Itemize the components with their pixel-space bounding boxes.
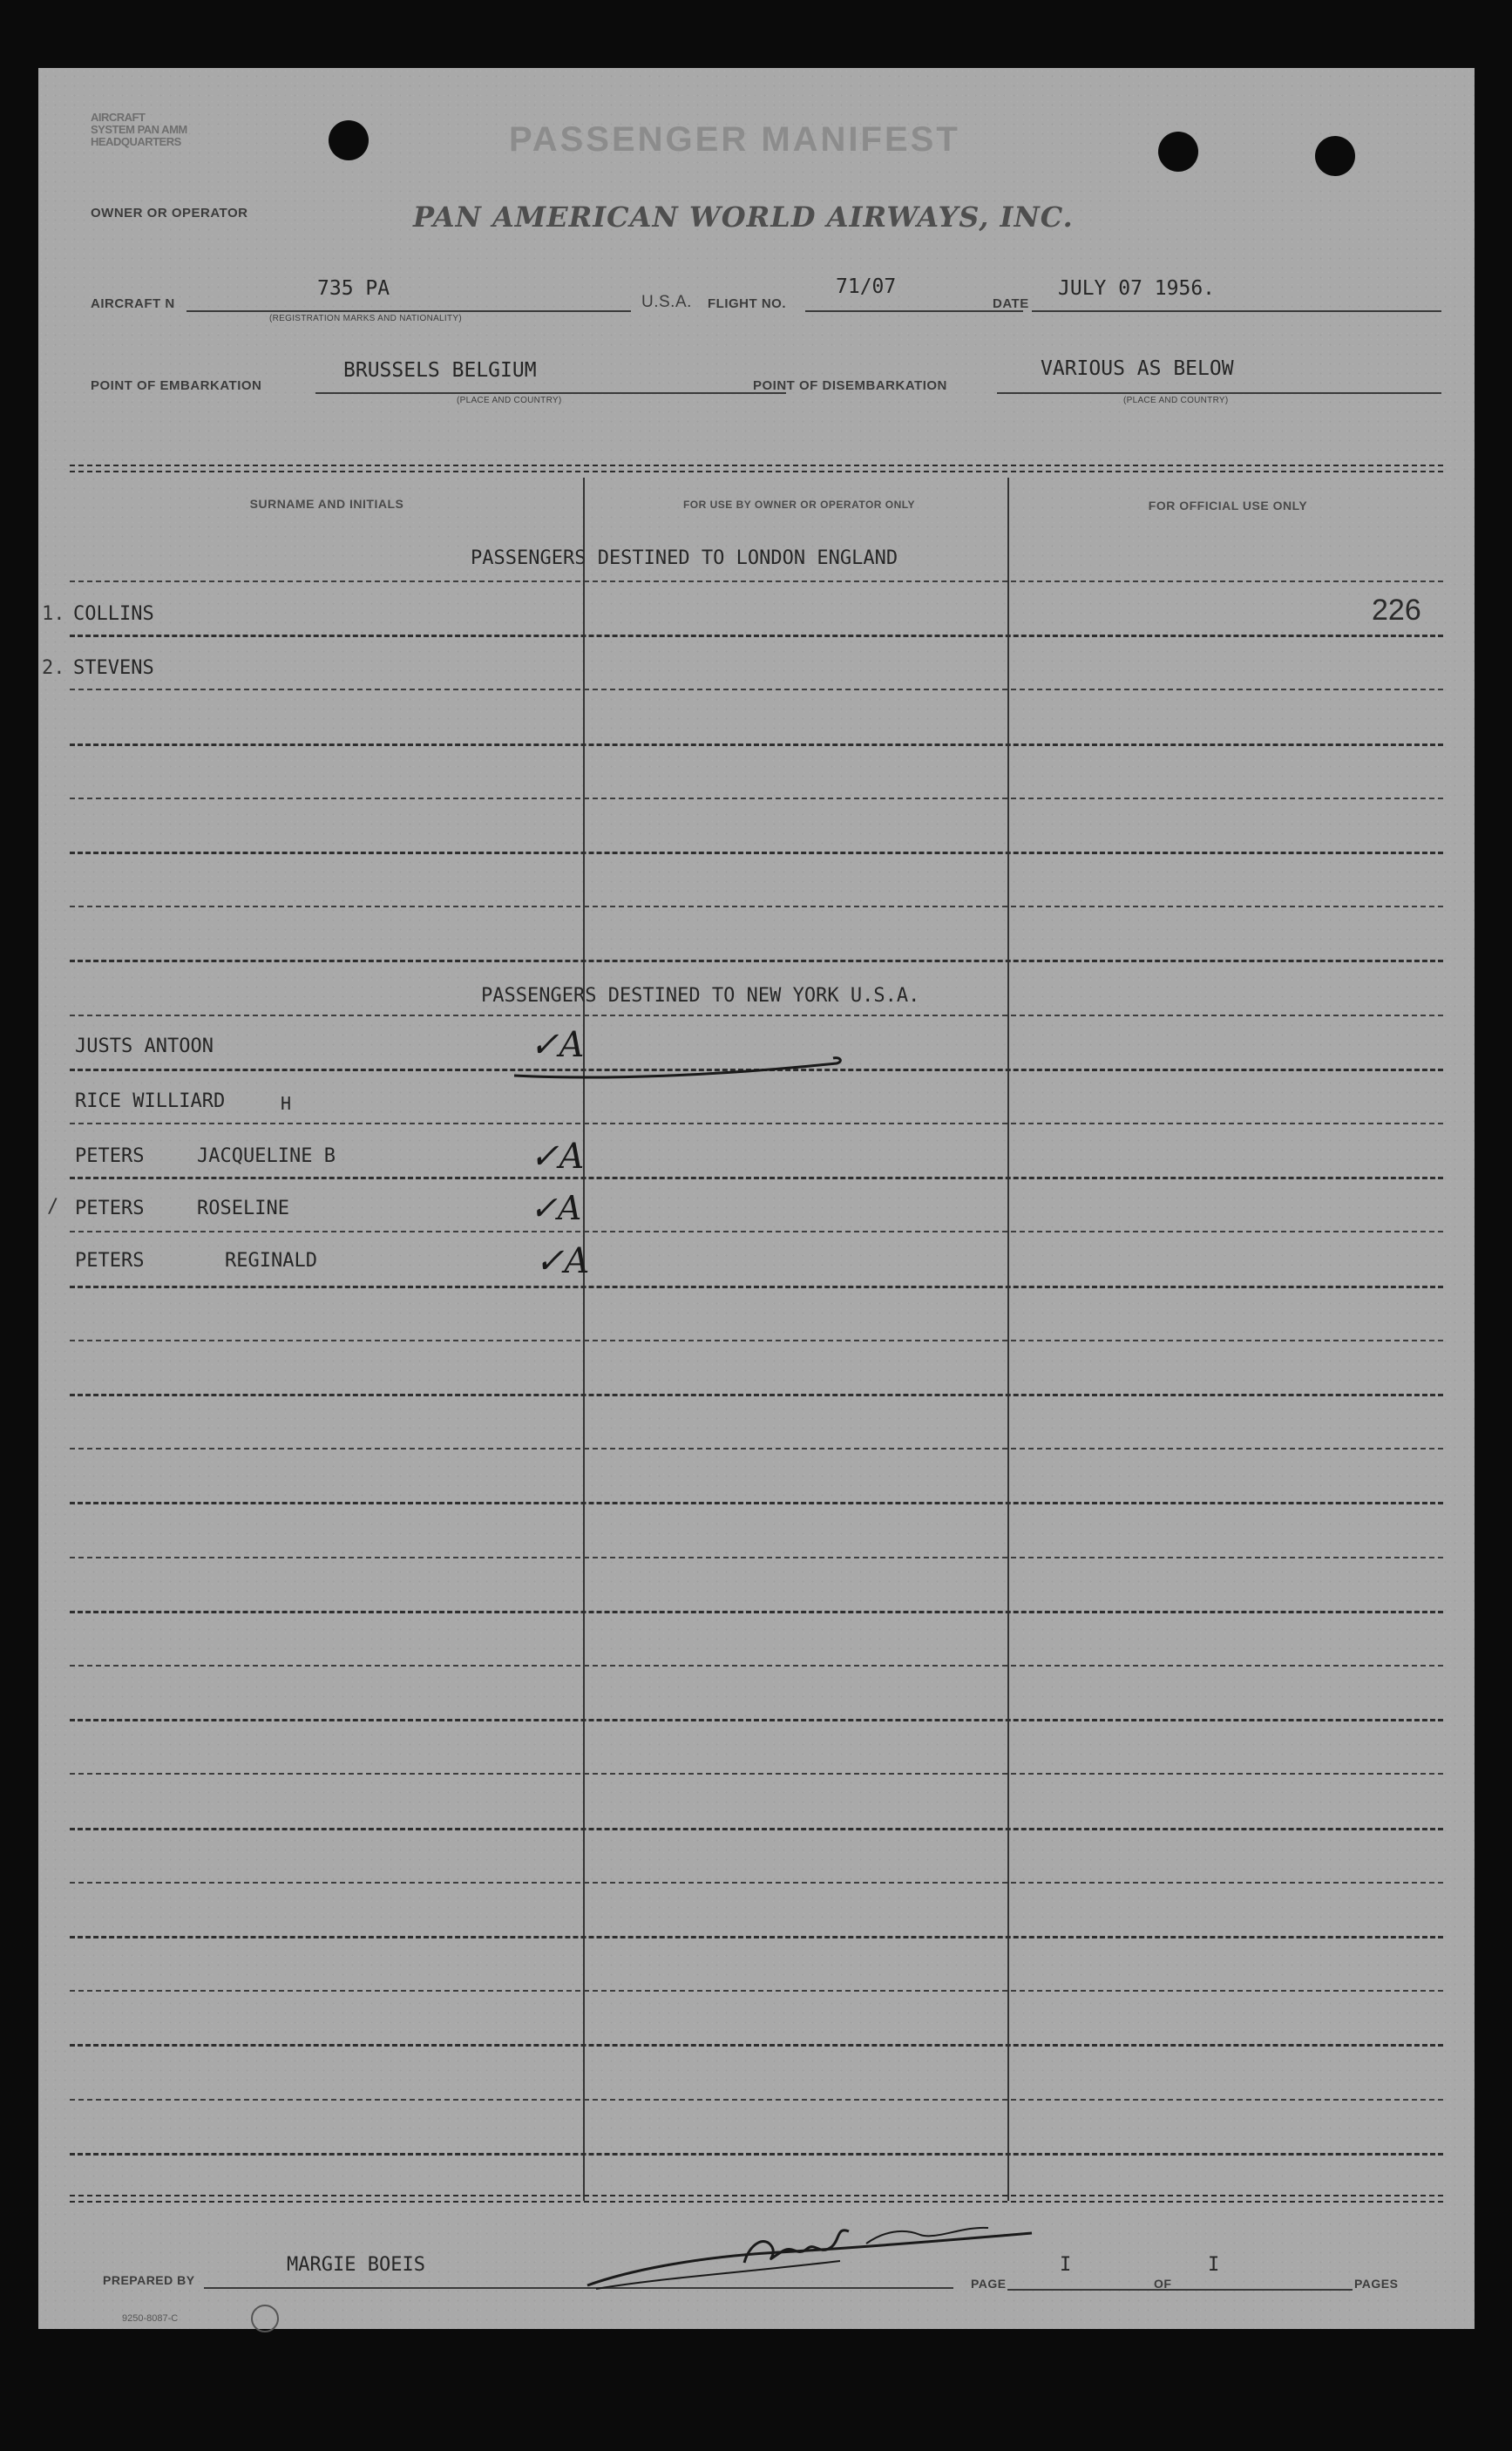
- owner-label: OWNER OR OPERATOR: [91, 206, 248, 221]
- flight-value: 71/07: [836, 275, 897, 298]
- ruled-line: [70, 1665, 1443, 1667]
- of-line: [1182, 2289, 1353, 2291]
- stamp-line: SYSTEM PAN AMM: [91, 123, 187, 136]
- group-heading-london: PASSENGERS DESTINED TO LONDON ENGLAND: [471, 547, 898, 569]
- group-heading-new-york: PASSENGERS DESTINED TO NEW YORK U.S.A.: [481, 985, 920, 1007]
- prepared-label: PREPARED BY: [103, 2273, 195, 2287]
- page-title: PASSENGER MANIFEST: [509, 120, 960, 159]
- column-header-surname: SURNAME AND INITIALS: [249, 497, 404, 511]
- form-stamp: [91, 112, 187, 148]
- form-code: 9250-8087-C: [122, 2313, 179, 2324]
- disembarkation-line: [997, 392, 1441, 394]
- ruled-line: [70, 1502, 1443, 1504]
- flight-label: FLIGHT NO.: [708, 296, 786, 311]
- ruled-line: [70, 1286, 1443, 1288]
- ruled-line: [70, 743, 1443, 746]
- ruled-line: [70, 1611, 1443, 1613]
- passenger-given: H: [281, 1093, 292, 1114]
- row-mark: /: [47, 1196, 59, 1218]
- ruled-line: [70, 1828, 1443, 1830]
- stamp-line: AIRCRAFT: [91, 111, 146, 124]
- manifest-sheet: [38, 68, 1475, 2329]
- pages-label: PAGES: [1354, 2277, 1399, 2291]
- ruled-line: [70, 852, 1443, 854]
- operator-name: PAN AMERICAN WORLD AIRWAYS, INC.: [413, 200, 1074, 234]
- table-top-border: [70, 465, 1443, 472]
- page-value: I: [1060, 2254, 1072, 2276]
- union-label-seal: [251, 2305, 279, 2332]
- ruled-line: [70, 1882, 1443, 1884]
- ruled-line: [70, 580, 1443, 582]
- passenger-surname: RICE WILLIARD: [75, 1090, 226, 1112]
- passenger-surname: PETERS: [75, 1250, 145, 1272]
- ruled-line: [70, 1990, 1443, 1992]
- handwritten-mark: ✓A: [530, 1137, 585, 1177]
- ruled-line: [70, 1123, 1443, 1124]
- passenger-given: REGINALD: [225, 1250, 317, 1272]
- aircraft-label: AIRCRAFT N: [91, 296, 175, 311]
- official-note: 226: [1372, 594, 1421, 627]
- punch-hole: [329, 120, 369, 160]
- ruled-line: [70, 1394, 1443, 1396]
- passenger-surname: STEVENS: [73, 657, 154, 679]
- date-label: DATE: [993, 296, 1029, 311]
- handwritten-mark: ✓A: [530, 1025, 585, 1065]
- ruled-line: [70, 1340, 1443, 1341]
- column-header-official-use: FOR OFFICIAL USE ONLY: [1148, 499, 1308, 513]
- ruled-line: [70, 689, 1443, 690]
- handwritten-mark: ✓A: [535, 1241, 590, 1281]
- embarkation-label: POINT OF EMBARKATION: [91, 378, 262, 393]
- ruled-line: [70, 635, 1443, 637]
- embarkation-value: BRUSSELS BELGIUM: [343, 359, 537, 382]
- aircraft-value: 735 PA: [317, 277, 390, 300]
- ruled-line: [70, 2044, 1443, 2047]
- passenger-surname: JUSTS ANTOON: [75, 1035, 214, 1057]
- date-value: JULY 07 1956.: [1058, 277, 1216, 300]
- ruled-line: [70, 1936, 1443, 1938]
- passenger-given: ROSELINE: [197, 1198, 289, 1219]
- column-header-owner-use: FOR USE BY OWNER OR OPERATOR ONLY: [682, 499, 916, 511]
- handwritten-underline: [509, 1037, 849, 1090]
- of-value: I: [1208, 2254, 1220, 2276]
- aircraft-sublabel: (REGISTRATION MARKS AND NATIONALITY): [269, 314, 463, 323]
- embarkation-sublabel: (PLACE AND COUNTRY): [457, 396, 562, 405]
- ruled-line: [70, 960, 1443, 962]
- ruled-line: [70, 1719, 1443, 1721]
- punch-hole: [1315, 136, 1355, 176]
- flight-line: [805, 310, 1023, 312]
- punch-hole: [1158, 132, 1198, 172]
- handwritten-mark: ✓A: [530, 1189, 582, 1227]
- disembarkation-sublabel: (PLACE AND COUNTRY): [1123, 396, 1229, 405]
- table-bottom-border: [70, 2195, 1443, 2203]
- passenger-given: JACQUELINE B: [197, 1145, 336, 1167]
- ruled-line: [70, 1557, 1443, 1558]
- date-line: [1032, 310, 1441, 312]
- stamp-line: HEADQUARTERS: [91, 135, 181, 148]
- passenger-surname: COLLINS: [73, 603, 154, 625]
- page-label: PAGE: [971, 2277, 1007, 2291]
- ruled-line: [70, 798, 1443, 799]
- ruled-line: [70, 1773, 1443, 1775]
- ruled-line: [70, 1177, 1443, 1179]
- aircraft-line: [186, 310, 631, 312]
- row-number: 1.: [42, 603, 65, 625]
- row-number: 2.: [42, 657, 65, 679]
- disembarkation-value: VARIOUS AS BELOW: [1041, 357, 1234, 380]
- ruled-line: [70, 906, 1443, 907]
- country-label: U.S.A.: [641, 293, 692, 311]
- ruled-line: [70, 1448, 1443, 1450]
- of-label: OF: [1154, 2277, 1172, 2291]
- embarkation-line: [315, 392, 786, 394]
- ruled-line: [70, 1015, 1443, 1016]
- prepared-value: MARGIE BOEIS: [287, 2254, 425, 2276]
- ruled-line: [70, 2153, 1443, 2156]
- passenger-surname: PETERS: [75, 1145, 145, 1167]
- disembarkation-label: POINT OF DISEMBARKATION: [753, 378, 947, 393]
- ruled-line: [70, 1231, 1443, 1232]
- passenger-surname: PETERS: [75, 1198, 145, 1219]
- ruled-line: [70, 2099, 1443, 2101]
